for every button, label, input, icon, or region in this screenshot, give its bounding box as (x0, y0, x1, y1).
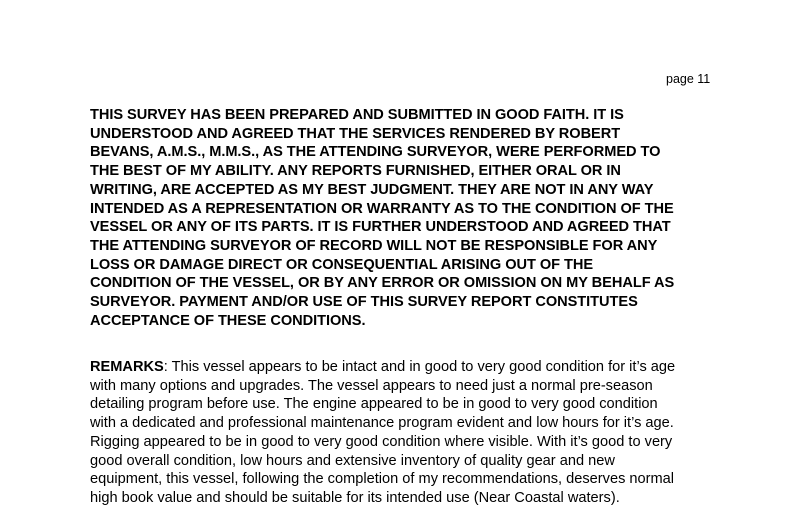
disclaimer-line: CONDITION OF THE VESSEL, OR BY ANY ERROR OR OMISSION ON MY BEHALF AS (90, 275, 675, 292)
remarks-line: detailing program before use. The engine appeared to be in good to very good condition (90, 396, 658, 413)
disclaimer-line: ACCEPTANCE OF THESE CONDITIONS. (90, 312, 366, 329)
remarks-text: : This vessel appears to be intact and in good to very good condition for it’s age (163, 359, 676, 375)
remarks-paragraph (90, 358, 750, 508)
remarks-line: with many options and upgrades. The vessel appears to need just a normal pre-season (90, 377, 653, 394)
disclaimer-line: LOSS OR DAMAGE DIRECT OR CONSEQUENTIAL ARISING OUT OF THE (90, 256, 594, 273)
remarks-line: with a dedicated and professional maintenance program evident and low hours for it’s age. (90, 415, 674, 432)
disclaimer-paragraph (90, 106, 750, 330)
remarks-line: Rigging appeared to be in good to very good condition where visible. With it’s good to very (90, 433, 673, 450)
remarks-label: REMARKS (90, 359, 164, 375)
remarks-line: good overall condition, low hours and extensive inventory of quality gear and new (90, 452, 615, 469)
disclaimer-line: WRITING, ARE ACCEPTED AS MY BEST JUDGMENT. THEY ARE NOT IN ANY WAY (90, 181, 654, 198)
disclaimer-line: UNDERSTOOD AND AGREED THAT THE SERVICES RENDERED BY ROBERT (90, 125, 621, 142)
remarks-line: high book value and should be suitable for its intended use (Near Coastal waters). (90, 489, 620, 506)
disclaimer-line: VESSEL OR ANY OF ITS PARTS. IT IS FURTHER UNDERSTOOD AND AGREED THAT (90, 219, 671, 236)
disclaimer-line: THE BEST OF MY ABILITY. ANY REPORTS FURNISHED, EITHER ORAL OR IN (90, 163, 621, 180)
disclaimer-line: THE ATTENDING SURVEYOR OF RECORD WILL NOT BE RESPONSIBLE FOR ANY (90, 237, 658, 254)
page-number: page 11 (666, 72, 711, 86)
remarks-first-line (90, 358, 750, 377)
disclaimer-line: INTENDED AS A REPRESENTATION OR WARRANTY AS TO THE CONDITION OF THE (90, 200, 674, 217)
disclaimer-line: THIS SURVEY HAS BEEN PREPARED AND SUBMITTED IN GOOD FAITH. IT IS (90, 107, 624, 123)
disclaimer-line: BEVANS, A.M.S., M.M.S., AS THE ATTENDING SURVEYOR, WERE PERFORMED TO (90, 144, 661, 161)
disclaimer-line: SURVEYOR. PAYMENT AND/OR USE OF THIS SURVEY REPORT CONSTITUTES (90, 294, 638, 311)
remarks-line: equipment, this vessel, following the completion of my recommendations, deserves normal (90, 471, 675, 488)
